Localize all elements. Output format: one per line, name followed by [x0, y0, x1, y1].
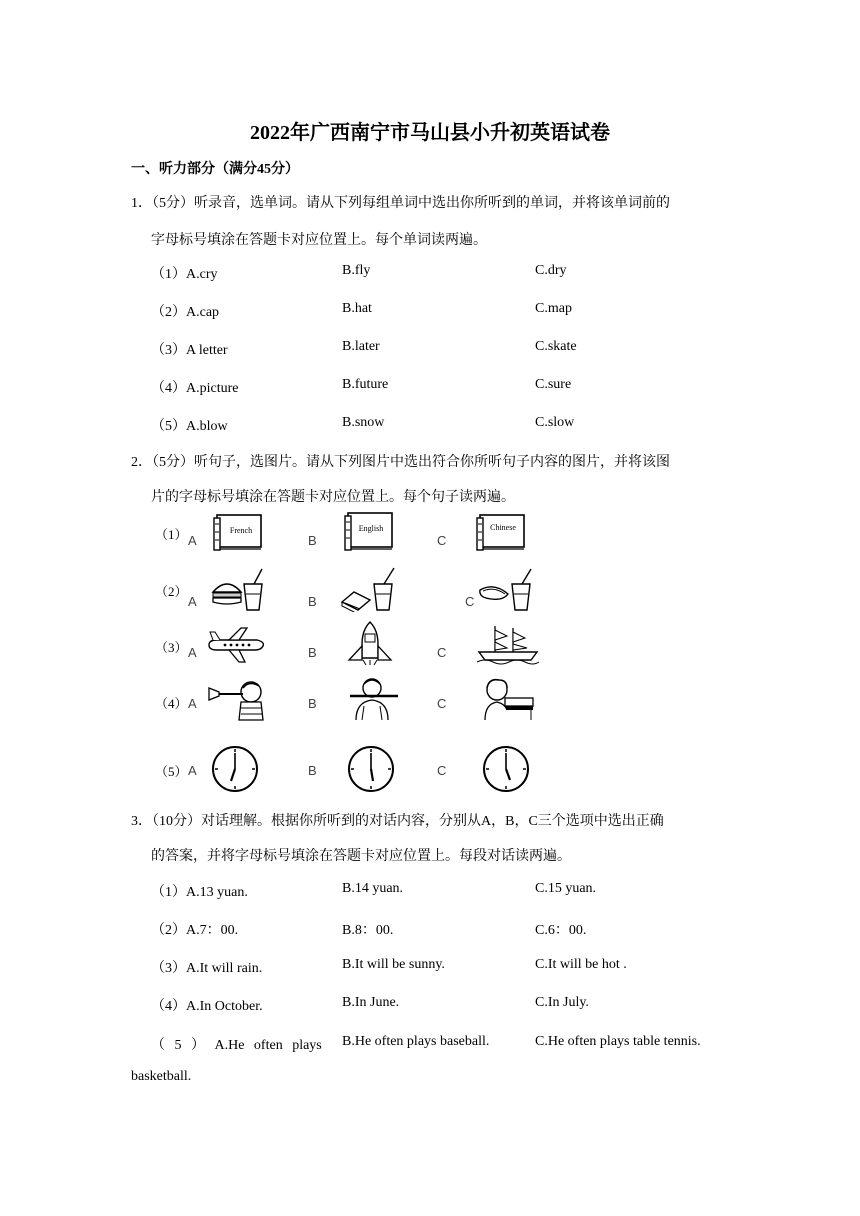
q1-option-b: B.future — [342, 377, 389, 392]
q2-row-number: （1） — [155, 527, 188, 542]
page-title: 2022年广西南宁市马山县小升初英语试卷 — [250, 122, 610, 144]
q2-instruction-line2: 片的字母标号填涂在答题卡对应位置上。每个句子读两遍。 — [151, 490, 515, 505]
q1-option-c: C.slow — [535, 415, 575, 430]
option-letter-b: B — [308, 645, 317, 660]
hotdog-drink-icon — [478, 566, 536, 612]
q1-option-b: B.snow — [342, 415, 385, 430]
english-book-icon — [343, 510, 395, 552]
q2-row-number: （2） — [155, 584, 188, 599]
trumpet-player-icon — [205, 678, 269, 722]
book-cover-label: Chinese — [490, 523, 516, 532]
q3-option-c: C.It will be hot . — [535, 957, 627, 972]
option-letter-a: A — [188, 763, 197, 778]
q1-option-b: B.later — [342, 339, 380, 354]
q1-option-b: B.fly — [342, 263, 371, 278]
option-letter-b: B — [308, 696, 317, 711]
q3-option-c: C.6：00. — [535, 923, 587, 938]
q3-option-a-continued: basketball. — [131, 1069, 192, 1084]
q1-option-c: C.skate — [535, 339, 577, 354]
option-letter-a: A — [188, 594, 197, 609]
option-letter-c: C — [437, 645, 447, 660]
clock-icon — [481, 744, 531, 794]
q3-option-c: C.15 yuan. — [535, 881, 597, 896]
option-letter-c: C — [437, 533, 447, 548]
q1-instruction-line2: 字母标号填涂在答题卡对应位置上。每个单词读两遍。 — [151, 233, 487, 248]
q3-instruction-line2: 的答案，并将字母标号填涂在答题卡对应位置上。每段对话读两遍。 — [151, 849, 571, 864]
q2-row-number: （5） — [155, 764, 188, 779]
q1-option-c: C.dry — [535, 263, 567, 278]
q3-option-a: （ 5 ） A.He often plays — [151, 1038, 322, 1053]
airplane-icon — [205, 625, 267, 665]
hamburger-drink-icon — [210, 566, 268, 612]
q1-option-a: （4）A.picture — [151, 381, 239, 396]
q3-option-a: （1）A.13 yuan. — [151, 885, 248, 900]
q1-option-a: （1）A.cry — [151, 267, 218, 282]
spaceship-icon — [343, 620, 397, 666]
q3-instruction-line1: 3．（10分）对话理解。根据你所听到的对话内容，分别从A，B，C三个选项中选出正确 — [131, 814, 664, 829]
french-book-icon — [212, 512, 264, 552]
sailing-ship-icon — [475, 622, 541, 666]
book-cover-label: French — [229, 526, 253, 535]
option-letter-b: B — [308, 763, 317, 778]
q1-option-c: C.map — [535, 301, 572, 316]
q1-option-a: （3）A letter — [151, 343, 228, 358]
option-letter-a: A — [188, 696, 197, 711]
q1-option-a: （2）A.cap — [151, 305, 220, 320]
option-letter-c: C — [437, 763, 447, 778]
option-letter-c: C — [437, 696, 447, 711]
q3-option-b: B.It will be sunny. — [342, 957, 445, 972]
q3-option-b: B.He often plays baseball. — [342, 1034, 490, 1049]
piano-player-icon — [475, 676, 535, 722]
q3-option-b: B.In June. — [342, 995, 400, 1010]
q1-option-a: （5）A.blow — [151, 419, 228, 434]
q3-option-a: （2）A.7：00. — [151, 923, 239, 938]
option-letter-b: B — [308, 533, 317, 548]
q1-option-c: C.sure — [535, 377, 572, 392]
option-letter-a: A — [188, 533, 197, 548]
book-cover-label: English — [358, 524, 384, 533]
q2-row-number: （4） — [155, 696, 188, 711]
q3-option-a: （3）A.It will rain. — [151, 961, 263, 976]
clock-icon — [210, 744, 260, 794]
section-heading: 一、听力部分（满分45分） — [131, 162, 299, 177]
clock-icon — [346, 744, 396, 794]
option-letter-a: A — [188, 645, 197, 660]
q3-option-c: C.He often plays table tennis. — [535, 1034, 701, 1049]
q3-option-b: B.14 yuan. — [342, 881, 404, 896]
flute-player-icon — [346, 676, 402, 722]
option-letter-c: C — [465, 594, 475, 609]
q3-option-b: B.8：00. — [342, 923, 394, 938]
q3-option-a: （4）A.In October. — [151, 999, 263, 1014]
q2-row-number: （3） — [155, 640, 188, 655]
sandwich-drink-icon — [340, 566, 398, 612]
chinese-book-icon — [475, 512, 527, 552]
q3-option-c: C.In July. — [535, 995, 589, 1010]
q2-instruction-line1: 2．（5分）听句子，选图片。请从下列图片中选出符合你所听句子内容的图片，并将该图 — [131, 455, 670, 470]
q1-instruction-line1: 1．（5分）听录音，选单词。请从下列每组单词中选出你所听到的单词，并将该单词前的 — [131, 196, 670, 211]
option-letter-b: B — [308, 594, 317, 609]
q1-option-b: B.hat — [342, 301, 372, 316]
